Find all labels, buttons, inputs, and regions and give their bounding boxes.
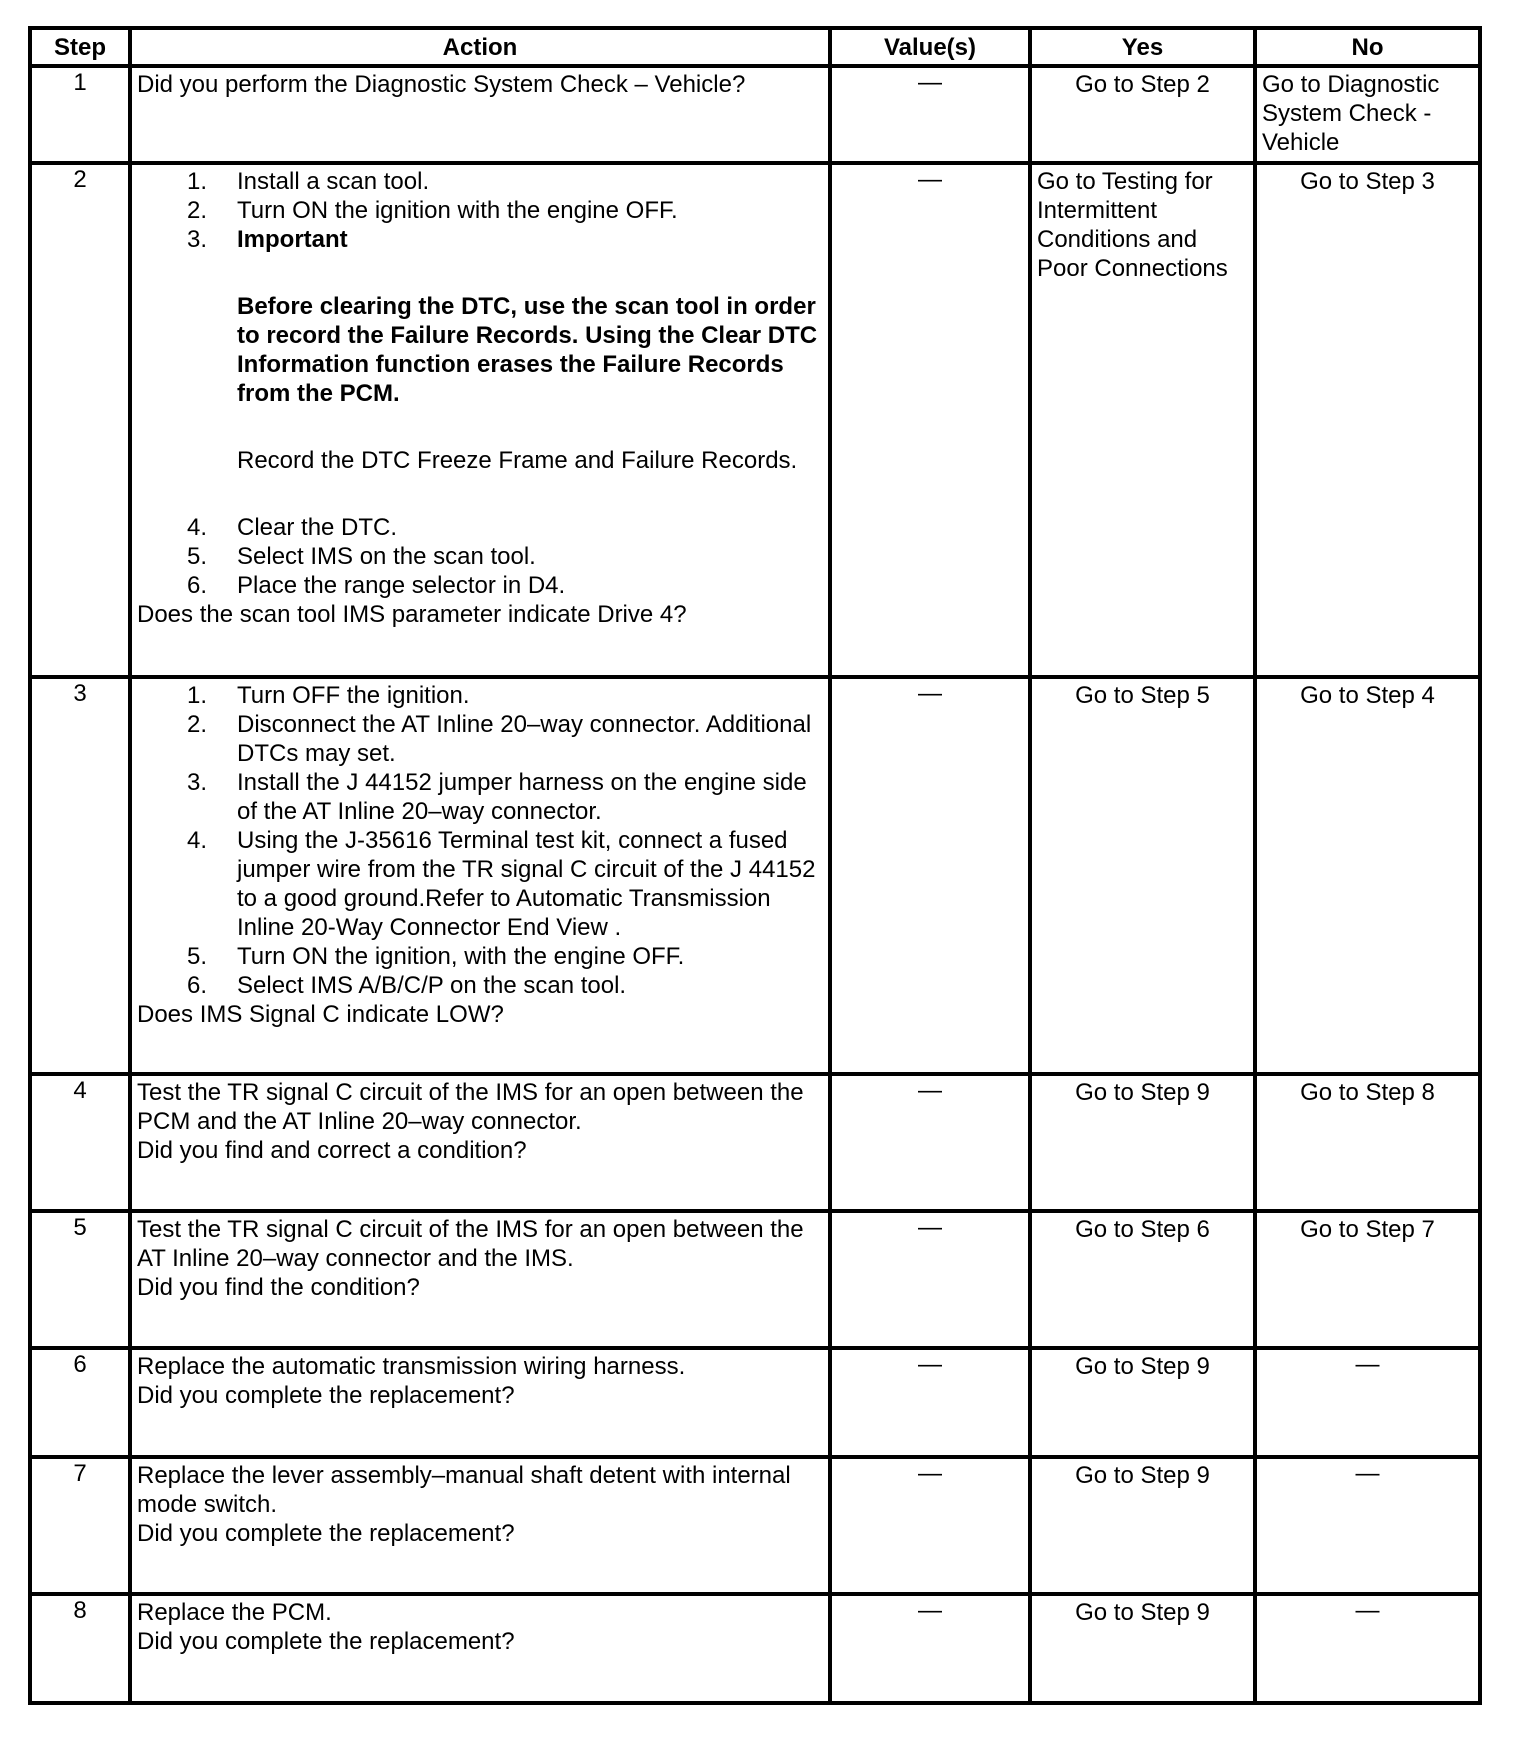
value-cell: —: [830, 677, 1030, 1074]
no-cell: [1255, 1074, 1480, 1211]
diagnostic-table: [28, 26, 1482, 1705]
no-cell: [1255, 66, 1480, 163]
action-text: Test the TR signal C circuit of the IMS for an open between the PCM and the AT Inline 20–way connector.: [137, 1079, 804, 1135]
step-number: 7: [30, 1457, 130, 1594]
yes-cell: [1030, 1348, 1255, 1457]
list-item: 4. Clear the DTC.: [187, 514, 398, 541]
procedure-list: [137, 513, 823, 600]
list-item: 3. Important: [137, 225, 823, 254]
question-text: Did you find and correct a condition?: [137, 1137, 527, 1164]
table-row-step-1: [30, 66, 1480, 163]
question-text: Does IMS Signal C indicate LOW?: [137, 1001, 504, 1028]
action-cell: [130, 1594, 830, 1703]
question-text: Did you find the condition?: [137, 1274, 420, 1301]
header-no: No: [1255, 28, 1480, 66]
list-item: 1. Turn OFF the ignition.: [187, 682, 470, 709]
no-cell: [1255, 677, 1480, 1074]
table-row-step-2: [30, 163, 1480, 677]
list-item: 6. Place the range selector in D4.: [187, 572, 566, 599]
yes-link[interactable]: Go to Step 9: [1075, 1353, 1210, 1380]
action-text: Replace the lever assembly–manual shaft detent with internal mode switch.: [137, 1462, 791, 1518]
step-number: 1: [30, 66, 130, 163]
action-text: Did you perform the Diagnostic System Check – Vehicle?: [137, 71, 746, 98]
list-item: 5. Turn ON the ignition, with the engine OFF.: [187, 943, 685, 970]
yes-link[interactable]: Go to Step 9: [1075, 1462, 1210, 1489]
list-item: 4. Using the J-35616 Terminal test kit, connect a fused jumper wire from the TR signal C circuit of the J 44152 to a good ground.Refer to Automatic Transmission Inline 20-Way Connector End View .: [187, 827, 816, 941]
yes-link[interactable]: Go to Step 9: [1075, 1599, 1210, 1626]
action-cell: [130, 677, 830, 1074]
action-text: Replace the automatic transmission wiring harness.: [137, 1353, 686, 1380]
question-text: Does the scan tool IMS parameter indicate Drive 4?: [137, 601, 687, 628]
value-cell: —: [830, 1348, 1030, 1457]
value-cell: —: [830, 1074, 1030, 1211]
yes-link[interactable]: Go to Step 9: [1075, 1079, 1210, 1106]
header-yes: Yes: [1030, 28, 1255, 66]
step-number: 3: [30, 677, 130, 1074]
list-item: 1. Install a scan tool.: [187, 168, 430, 195]
record-note: Record the DTC Freeze Frame and Failure Records.: [237, 447, 798, 474]
yes-cell: [1030, 163, 1255, 677]
table-row-step-7: [30, 1457, 1480, 1594]
table-row-step-5: [30, 1211, 1480, 1348]
yes-link[interactable]: Go to Step 6: [1075, 1216, 1210, 1243]
yes-cell: [1030, 1457, 1255, 1594]
yes-link[interactable]: Go to Testing for Intermittent Conditions and Poor Connections: [1037, 168, 1228, 282]
action-cell: [130, 1457, 830, 1594]
list-item: 2. Disconnect the AT Inline 20–way connector. Additional DTCs may set.: [187, 711, 812, 767]
action-text: Test the TR signal C circuit of the IMS for an open between the AT Inline 20–way connector and the IMS.: [137, 1216, 804, 1272]
action-cell: [130, 1211, 830, 1348]
yes-cell: [1030, 1211, 1255, 1348]
important-label: Important: [237, 226, 348, 253]
table-row-step-4: [30, 1074, 1480, 1211]
no-cell: —: [1255, 1457, 1480, 1594]
header-values: Value(s): [830, 28, 1030, 66]
no-cell: [1255, 163, 1480, 677]
step-number: 6: [30, 1348, 130, 1457]
no-link[interactable]: Go to Step 3: [1300, 168, 1435, 195]
action-text: Replace the PCM.: [137, 1599, 332, 1626]
no-link[interactable]: Go to Diagnostic System Check - Vehicle: [1262, 71, 1440, 156]
step-number: 8: [30, 1594, 130, 1703]
no-cell: [1255, 1211, 1480, 1348]
value-cell: —: [830, 1211, 1030, 1348]
header-row: [30, 28, 1480, 66]
question-text: Did you complete the replacement?: [137, 1382, 515, 1409]
list-item: 2. Turn ON the ignition with the engine OFF.: [187, 197, 678, 224]
action-cell: [130, 1074, 830, 1211]
step-number: 5: [30, 1211, 130, 1348]
no-link[interactable]: Go to Step 7: [1300, 1216, 1435, 1243]
yes-cell: [1030, 1594, 1255, 1703]
procedure-list: [137, 167, 823, 254]
yes-cell: [1030, 677, 1255, 1074]
value-cell: —: [830, 1594, 1030, 1703]
question-text: Did you complete the replacement?: [137, 1628, 515, 1655]
table-row-step-3: [30, 677, 1480, 1074]
step-number: 4: [30, 1074, 130, 1211]
important-note: Before clearing the DTC, use the scan tool in order to record the Failure Records. Using the Clear DTC Information function erases the Failure Records from the PCM.: [237, 293, 818, 407]
action-cell: [130, 163, 830, 677]
question-text: Did you complete the replacement?: [137, 1520, 515, 1547]
list-item: 6. Select IMS A/B/C/P on the scan tool.: [187, 972, 627, 999]
yes-cell: [1030, 1074, 1255, 1211]
action-cell: [130, 66, 830, 163]
list-item: 5. Select IMS on the scan tool.: [187, 543, 536, 570]
no-link[interactable]: Go to Step 4: [1300, 682, 1435, 709]
yes-link[interactable]: Go to Step 2: [1075, 71, 1210, 98]
procedure-list: [137, 681, 823, 1000]
yes-link[interactable]: Go to Step 5: [1075, 682, 1210, 709]
action-cell: [130, 1348, 830, 1457]
header-action: Action: [130, 28, 830, 66]
header-step: Step: [30, 28, 130, 66]
list-item: 3. Install the J 44152 jumper harness on the engine side of the AT Inline 20–way connector.: [187, 769, 807, 825]
value-cell: —: [830, 66, 1030, 163]
table-row-step-8: [30, 1594, 1480, 1703]
table-row-step-6: [30, 1348, 1480, 1457]
no-cell: —: [1255, 1348, 1480, 1457]
value-cell: —: [830, 1457, 1030, 1594]
no-cell: —: [1255, 1594, 1480, 1703]
step-number: 2: [30, 163, 130, 677]
yes-cell: [1030, 66, 1255, 163]
value-cell: —: [830, 163, 1030, 677]
no-link[interactable]: Go to Step 8: [1300, 1079, 1435, 1106]
